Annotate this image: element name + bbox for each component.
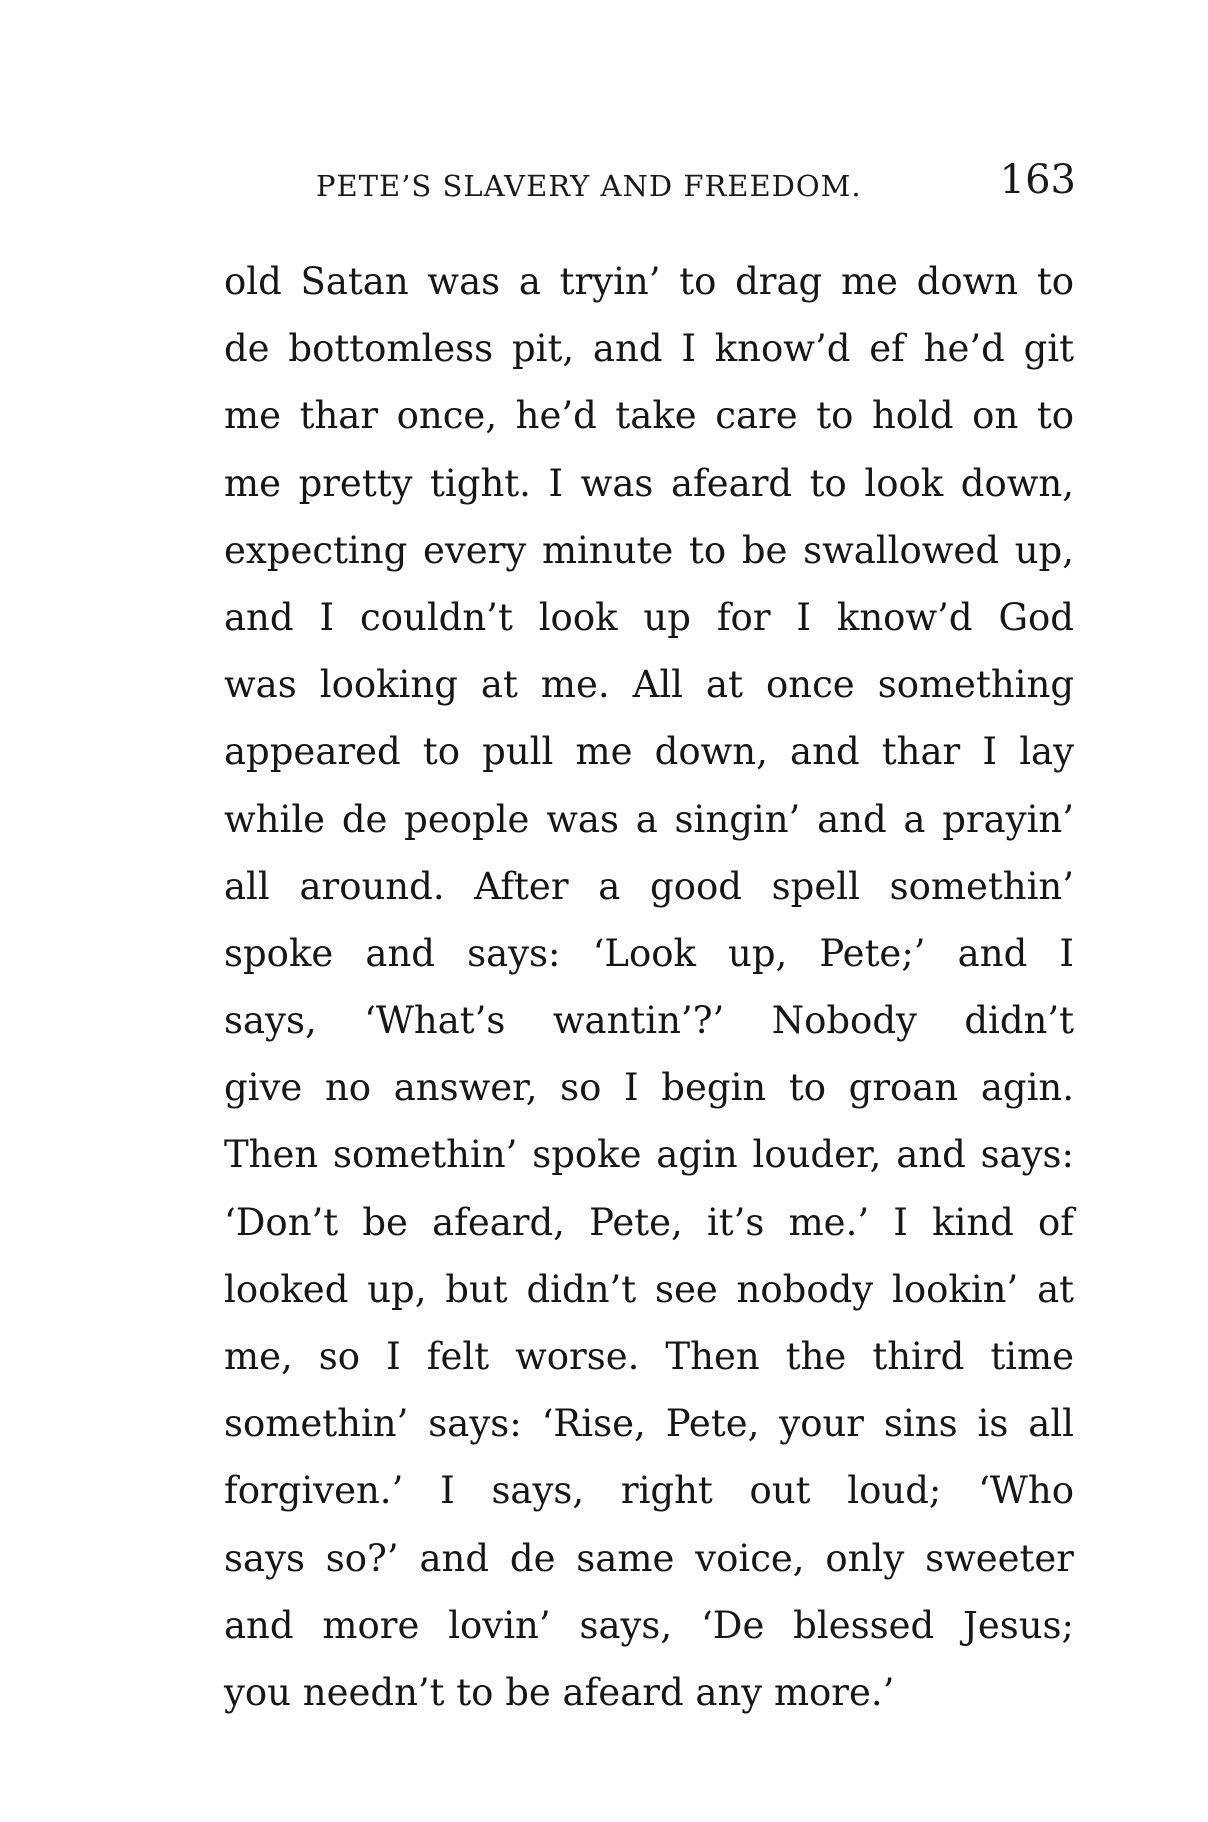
text-line: give no answer, so I begin to groan agin.: [224, 1066, 1074, 1110]
text-line: all around. After a good spell somethin’: [224, 864, 1074, 908]
text-line: appeared to pull me down, and thar I lay: [224, 730, 1074, 774]
text-line: me pretty tight. I was afeard to look down,: [224, 461, 1074, 505]
text-line: looked up, but didn’t see nobody lookin’ at: [224, 1267, 1074, 1311]
text-line: says, ‘What’s wantin’?’ Nobody didn’t: [224, 999, 1074, 1043]
text-line: and more lovin’ says, ‘De blessed Jesus;: [224, 1603, 1074, 1647]
text-line: expecting every minute to be swallowed up,: [224, 528, 1074, 572]
text-line: me thar once, he’d take care to hold on to: [224, 394, 1074, 438]
text-line: forgiven.’ I says, right out loud; ‘Who: [224, 1469, 1074, 1513]
text-line: says so?’ and de same voice, only sweeter: [224, 1536, 1074, 1580]
text-line: de bottomless pit, and I know’d ef he’d git: [224, 327, 1074, 371]
text-line: while de people was a singin’ and a prayin’: [224, 797, 1074, 841]
running-title: PETE’S SLAVERY AND FREEDOM.: [316, 169, 862, 203]
text-line: Then somethin’ spoke agin louder, and says:: [224, 1133, 1074, 1177]
text-line: old Satan was a tryin’ to drag me down to: [224, 260, 1074, 303]
text-line: was looking at me. All at once something: [224, 663, 1074, 707]
page-number: 163: [999, 157, 1076, 203]
text-line: spoke and says: ‘Look up, Pete;’ and I: [224, 931, 1074, 975]
text-line-last: you needn’t to be afeard any more.’: [224, 1670, 895, 1714]
text-line: and I couldn’t look up for I know’d God: [224, 595, 1074, 639]
text-line: ‘Don’t be afeard, Pete, it’s me.’ I kind of: [224, 1200, 1074, 1244]
running-head: [316, 157, 1076, 207]
body-text: [224, 248, 1074, 1748]
text-line: me, so I felt worse. Then the third time: [224, 1335, 1074, 1378]
text-line: somethin’ says: ‘Rise, Pete, your sins is all: [224, 1402, 1074, 1446]
